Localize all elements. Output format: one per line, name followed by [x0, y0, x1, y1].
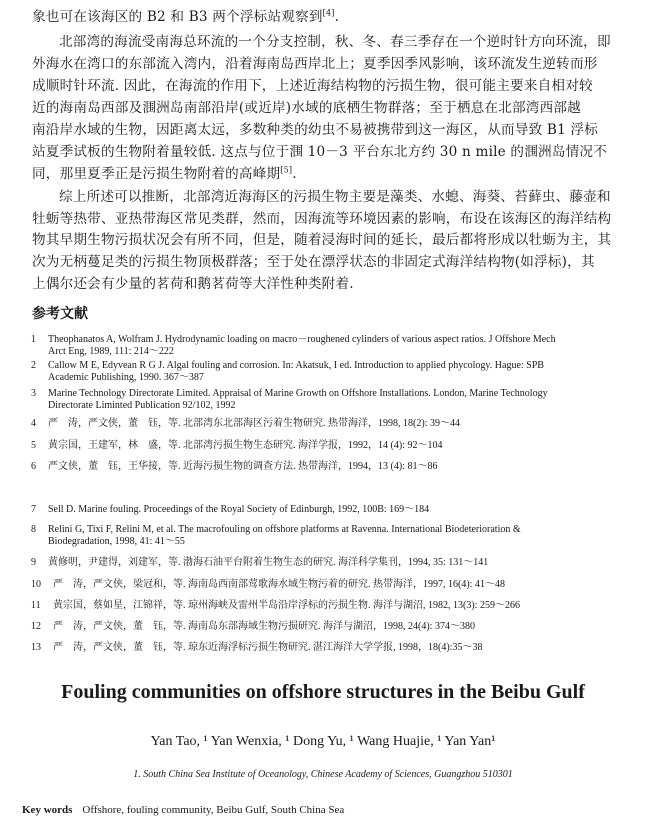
reference-number: 10: [31, 579, 41, 590]
reference-text: 严文侠，董 钰，王华接，等. 近海污损生物的调查方法. 热带海洋，1994，13 (4): 81～86: [48, 461, 438, 472]
body-line: 同，那里夏季正是污损生物附着的高峰期[5].: [32, 165, 297, 182]
reference-text: 严 涛，严文侠，董 钰，等. 北部湾东北部海区污着生物研究. 热带海洋，1998, 18(2): 39～44: [48, 418, 460, 429]
body-text: 象也可在该海区的 B2 和 B3 两个浮标站观察到: [32, 9, 323, 25]
reference-number: 11: [31, 600, 41, 611]
keywords-label: Key words: [22, 804, 73, 816]
citation: [5]: [280, 165, 293, 175]
reference-text: Marine Technology Directorate Limited. Appraisal of Marine Growth on Offshore Installations. London, Marine Technology: [48, 388, 548, 399]
reference-number: 12: [31, 621, 41, 632]
body-line: 次为无柄蔓足类的污损生物顶极群落；至于处在漂浮状态的非固定式海洋结构物(如浮标)，其: [32, 254, 595, 270]
body-line: 综上所述可以推断，北部湾近海海区的污损生物主要是藻类、水螅、海葵、苔藓虫、藤壶和: [59, 189, 611, 205]
body-line: 牡蛎等热带、亚热带海区常见类群，然而，因海流等环境因素的影响，布设在该海区的海洋结构: [32, 211, 612, 227]
reference-number: 4: [31, 418, 36, 429]
body-line: 象也可在该海区的 B2 和 B3 两个浮标站观察到[4].: [32, 8, 340, 25]
reference-text: Biodegradation, 1998, 41: 41～55: [48, 536, 185, 547]
reference-number: 2: [31, 360, 36, 371]
body-text: 同，那里夏季正是污损生物附着的高峰期: [32, 166, 281, 182]
keywords-text: Offshore, fouling community, Beibu Gulf, South China Sea: [82, 804, 345, 816]
affiliation: 1. South China Sea Institute of Oceanology, Chinese Academy of Sciences, Guangzhou 510301: [133, 769, 513, 780]
body-line: 物其早期生物污损状况会有所不同，但是，随着浸海时间的延长，最后都将形成以牡蛎为主，其: [32, 232, 612, 248]
reference-number: 1: [31, 334, 36, 345]
reference-number: 6: [31, 461, 36, 472]
reference-text: 黄宗国，王建军，林 盛，等. 北部湾污损生物生态研究. 海洋学报，1992，14 (4): 92～104: [48, 440, 443, 451]
authors: Yan Tao, ¹ Yan Wenxia, ¹ Dong Yu, ¹ Wang Huajie, ¹ Yan Yan¹: [150, 734, 496, 749]
body-line: 近的海南岛西部及涠洲岛南部沿岸(或近岸)水域的底栖生物群落；至于栖息在北部湾西部越: [32, 100, 581, 116]
reference-number: 8: [31, 524, 36, 535]
reference-number: 5: [31, 440, 36, 451]
english-title: Fouling communities on offshore structures in the Beibu Gulf: [61, 681, 585, 703]
body-line: 上偶尔还会有少量的茗荷和鹅茗荷等大洋性种类附着.: [32, 276, 354, 292]
reference-text: 黄修明，尹建得，刘建军，等. 渤海石油平台附着生物生态的研究. 海洋科学集刊，1994, 35: 131～141: [48, 557, 489, 568]
reference-text: Relini G, Tixi F, Relini M, et al. The macrofouling on offshore platforms at Ravenna. International Biodeterioration &: [48, 524, 521, 535]
body-line: 外海水在湾口的东部流入湾内，沿着海南岛西岸北上；夏季因季风影响，该环流发生逆转而形: [32, 56, 598, 72]
citation: [4]: [322, 8, 335, 18]
body-line: 南沿岸水域的生物，因距离太远，多数种类的幼虫不易被携带到这一海区，从而导致 B1 浮标: [32, 122, 599, 138]
references-heading: 参考文献: [32, 306, 88, 322]
reference-text: Theophanatos A, Wolfram J. Hydrodynamic loading on macro－roughened cylinders of various aspect ratios. J Offshore Mech: [48, 334, 556, 345]
reference-number: 13: [31, 642, 41, 653]
keywords: [22, 804, 344, 817]
reference-number: 9: [31, 557, 36, 568]
reference-text: Directorate Liminted Publication 92/102, 1992: [48, 400, 236, 411]
reference-text: 严 涛，严文侠，梁冠和，等. 海南岛西南部莺歌海水域生物污着的研究. 热带海洋，1997, 16(4): 41～48: [53, 579, 505, 590]
body-line: 北部湾的海流受南海总环流的一个分支控制，秋、冬、春三季存在一个逆时针方向环流，即: [59, 34, 611, 50]
reference-text: 黄宗国，蔡如星，江锦祥，等. 琼州海峡及雷州半岛沿岸浮标的污损生物. 海洋与湖沼, 1982, 13(3): 259～266: [53, 600, 520, 611]
reference-number: 3: [31, 388, 36, 399]
reference-text: Arct Eng, 1989, 111: 214～222: [48, 346, 174, 357]
reference-text: Academic Publishing, 1990. 367～387: [48, 372, 204, 383]
reference-text: Sell D. Marine fouling. Proceedings of the Royal Society of Edinburgh, 1992, 100B: 169～184: [48, 504, 430, 515]
body-line: 成顺时针环流. 因此，在海流的作用下，上述近海结构物的污损生物，很可能主要来自相对较: [32, 78, 593, 94]
body-line: 站夏季试板的生物附着量较低. 这点与位于涠 10－3 平台东北方约 30 n mile 的涠洲岛情况不: [32, 144, 607, 160]
reference-text: 严 涛，严文侠，董 钰，等. 琼东近海浮标污损生物研究. 湛江海洋大学学报, 1998，18(4):35～38: [53, 642, 483, 653]
reference-number: 7: [31, 504, 36, 515]
reference-text: Callow M E, Edyvean R G J. Algal fouling and corrosion. In: Akatsuk, I ed. Introduction to applied phycology. Hague: SPB: [48, 360, 544, 371]
reference-text: 严 涛，严文侠，董 钰，等. 海南岛东部海域生物污损研究. 海洋与湖沼，1998, 24(4): 374～380: [53, 621, 475, 632]
